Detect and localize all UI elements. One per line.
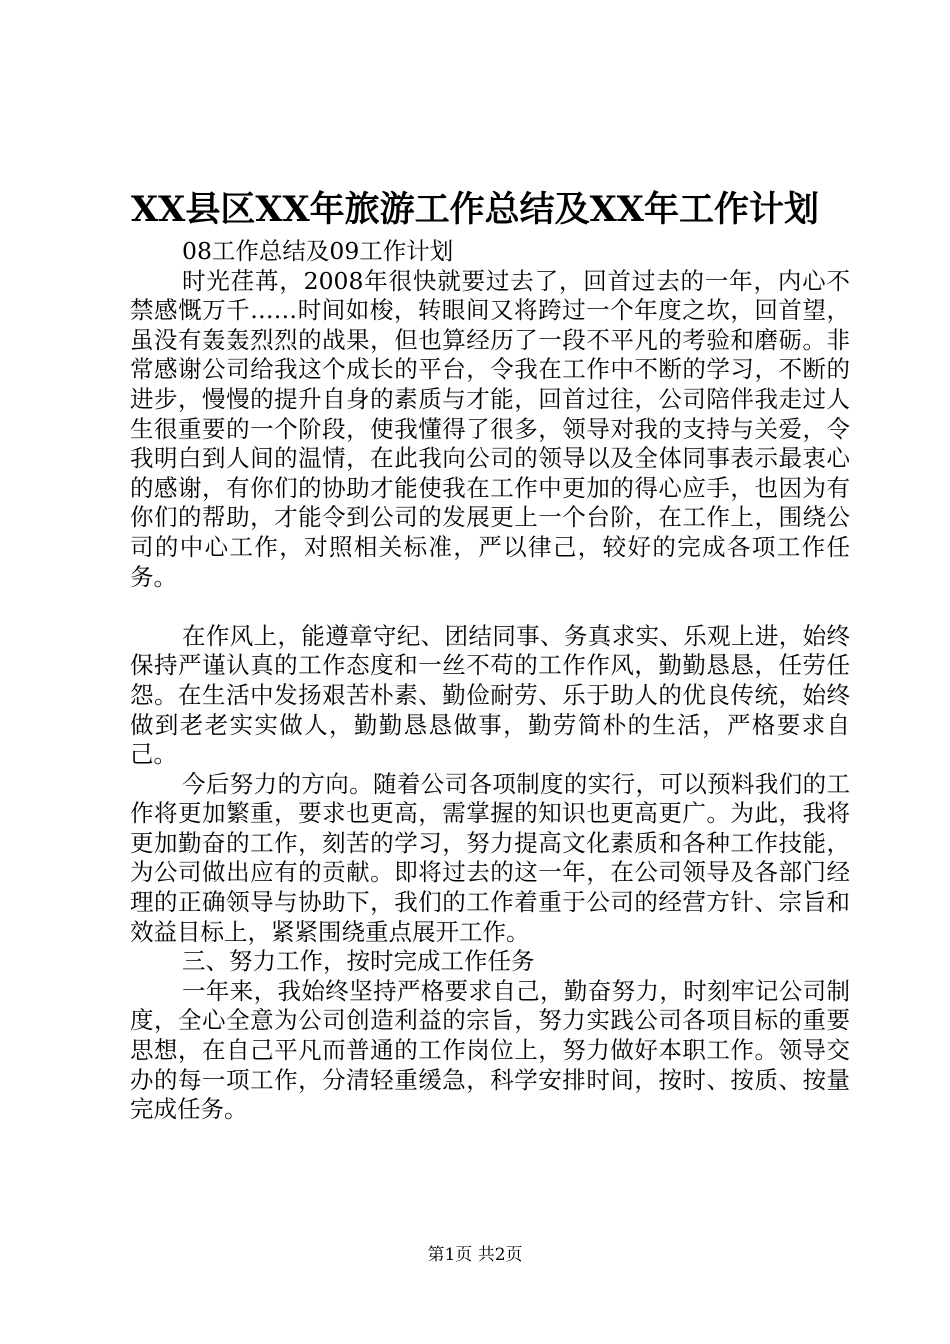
subtitle-line: 08工作总结及09工作计划	[182, 237, 454, 265]
page-footer: 第1页 共2页	[427, 1245, 523, 1265]
section-heading-3: 三、努力工作，按时完成工作任务	[182, 947, 535, 976]
paragraph-intro: 时光荏苒，2008年很快就要过去了，回首过去的一年，内心不禁感慨万千……时间如梭，转眼间又将跨过一个年度之坎，回首望，虽没有轰轰烈烈的战果，但也算经历了一段不平凡的考验和磨砺。非常感谢公司给我这个成长的平台，令我在工作中不断的学习，不断的进步，慢慢的提升自身的素质与才能，回首过往，公司陪伴我走过人生很重要的一个阶段，使我懂得了很多，领导对我的支持与关爱，令我明白到人间的温情，在此我向公司的领导以及全体同事表示最衷心的感谢，有你们的协助才能使我在工作中更加的得心应手，也因为有你们的帮助，才能令到公司的发展更上一个台阶，在工作上，围绕公司的中心工作，对照相关标准，严以律己，较好的完成各项工作任务。	[130, 266, 850, 591]
paragraph-year-review: 一年来，我始终坚持严格要求自己，勤奋努力，时刻牢记公司制度，全心全意为公司创造利益的宗旨，努力实践公司各项目标的重要思想，在自己平凡而普通的工作岗位上，努力做好本职工作。领导交办的每一项工作，分清轻重缓急，科学安排时间，按时、按质、按量完成任务。	[130, 976, 850, 1124]
document-body	[130, 237, 850, 1125]
paragraph-work-style: 在作风上，能遵章守纪、团结同事、务真求实、乐观上进，始终保持严谨认真的工作态度和一丝不苟的工作作风，勤勤恳恳，任劳任怨。在生活中发扬艰苦朴素、勤俭耐劳、乐于助人的优良传统，始终做到老老实实做人，勤勤恳恳做事，勤劳简朴的生活，严格要求自己。	[130, 621, 850, 769]
paragraph-future-direction: 今后努力的方向。随着公司各项制度的实行，可以预料我们的工作将更加繁重，要求也更高，需掌握的知识也更高更广。为此，我将更加勤奋的工作，刻苦的学习，努力提高文化素质和各种工作技能，为公司做出应有的贡献。即将过去的这一年，在公司领导及各部门经理的正确领导与协助下，我们的工作着重于公司的经营方针、宗旨和效益目标上，紧紧围绕重点展开工作。	[130, 769, 850, 946]
document-title: XX县区XX年旅游工作总结及XX年工作计划	[131, 189, 819, 230]
